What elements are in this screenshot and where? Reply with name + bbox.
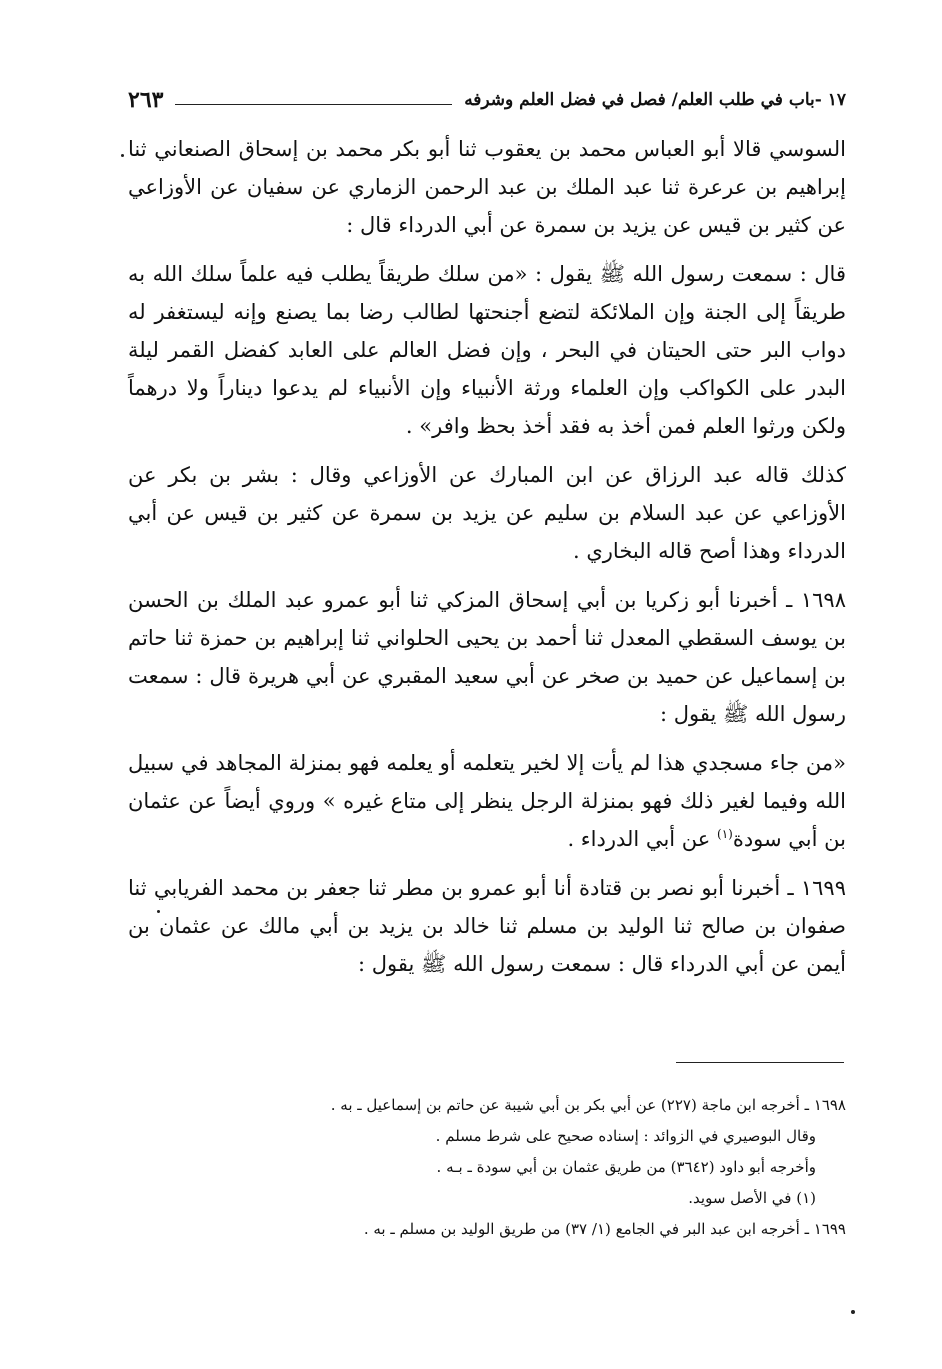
text-line: يدعوا ديناراً ولا درهماً ولكن ورثوا العلم فمن أخذ به فقد أخذ بحظ وافر» .	[128, 376, 846, 438]
header-rule	[175, 104, 452, 105]
text-line: قال : سمعت رسول الله ﷺ يقول : «من سلك طريقاً يطلب فيه علماً	[240, 262, 846, 286]
paragraph-hadith-1698	[128, 581, 846, 733]
main-text	[128, 130, 846, 994]
text-line: وإنه ليستغفر له دواب البر حتى الحيتان في البحر ، وإن فضل العالم على العابد	[128, 300, 846, 362]
text-line: ثنا إبراهيم بن حمزة ثنا حاتم بن إسماعيل عن حميد بن صخر عن أبي سعيد	[128, 626, 846, 688]
text-line: الصنعاني ثنا إبراهيم بن عرعرة ثنا عبد الملك بن عبد الرحمن الزماري عن	[128, 137, 846, 199]
paragraph-commentary	[128, 456, 846, 570]
paragraph-hadith-1	[128, 255, 846, 445]
page-number: ٢٦٣	[128, 87, 164, 113]
footnote-1: (١) في الأصل سويد.	[688, 1189, 816, 1207]
chapter-title: ١٧ -باب في طلب العلم/ فصل في فضل العلم وشرفه	[464, 90, 846, 110]
scan-speck	[121, 154, 124, 157]
text-line: كفضل القمر ليلة البدر على الكواكب وإن العلماء ورثة الأنبياء وإن الأنبياء لم	[128, 338, 846, 400]
paragraph-hadith-1699	[128, 869, 846, 983]
scan-speck	[851, 1310, 855, 1314]
text-line: كذلك قاله عبد الرزاق عن ابن المبارك عن الأوزاعي وقال : بشر بن بكر	[168, 463, 846, 487]
text-line: عن الأوزاعي عن عبد السلام بن سليم عن يزيد بن سمرة عن كثير بن قيس عن	[128, 463, 846, 525]
running-header	[128, 82, 846, 118]
text-line: سفيان عن الأوزاعي عن كثير بن قيس عن يزيد بن سمرة عن أبي الدرداء قال :	[128, 175, 846, 237]
scan-speck	[157, 910, 160, 913]
footnote-rule	[676, 1062, 844, 1063]
paragraph-hadith-text-1698	[128, 744, 846, 858]
footnote-marker: (١)	[717, 827, 733, 841]
text-line: ١٦٩٩ ـ أخبرنا أبو نصر بن قتادة أنا أبو عمرو بن مطر ثنا جعفر بن محمد	[231, 876, 846, 900]
text-line: سلك الله به طريقاً إلى الجنة وإن الملائكة لتضع أجنحتها لطالب رضا بما يصنع	[128, 262, 847, 324]
text-line: عبد الملك بن الحسن بن يوسف السقطي المعدل ثنا أحمد بن يحيى الحلواني	[128, 588, 846, 650]
text-line: عن عثمان بن أيمن عن أبي الدرداء قال : سمعت رسول الله ﷺ يقول :	[128, 914, 846, 976]
footnote-abu-dawud: وأخرجه أبو داود (٣٦٤٢) من طريق عثمان بن أبي سودة ـ بـه .	[436, 1158, 816, 1176]
text-line: الفريابي ثنا صفوان بن صالح ثنا الوليد بن مسلم ثنا خالد بن يزيد بن أبي مالك	[128, 876, 846, 938]
text-line: السوسي قالا أبو العباس محمد بن يعقوب ثنا أبو بكر محمد بن إسحاق	[238, 137, 846, 161]
text-line: المقبري عن أبي هريرة قال : سمعت رسول الله ﷺ يقول :	[128, 664, 846, 726]
text-line: ١٦٩٨ ـ أخبرنا أبو زكريا بن أبي إسحاق المزكي ثنا أبو عمرو	[323, 588, 846, 612]
footnote-1698: ١٦٩٨ ـ أخرجه ابن ماجة (٢٢٧) عن أبي بكر بن أبي شيبة عن حاتم بن إسماعيل ـ به .	[330, 1096, 846, 1114]
footnotes	[180, 1090, 846, 1245]
text-line: أبي الدرداء وهذا أصح قاله البخاري .	[128, 501, 846, 563]
footnote-busiri: وقال البوصيري في الزوائد : إسناده صحيح على شرط مسلم .	[435, 1127, 816, 1145]
text-line: المجاهد في سبيل الله وفيما لغير ذلك فهو بمنزلة الرجل ينظر إلى متاع غيره »	[128, 751, 847, 813]
text-line: وروي أيضاً عن عثمان بن أبي سودة$^{(١)}$ عن أبي الدرداء .	[128, 789, 846, 851]
paragraph-isnad-1	[128, 130, 846, 244]
footnote-1699: ١٦٩٩ ـ أخرجه ابن عبد البر في الجامع (١/ ٣٧) من طريق الوليد بن مسلم ـ به .	[363, 1220, 846, 1238]
text-line: «من جاء مسجدي هذا لم يأت إلا لخير يتعلمه أو يعلمه فهو بمنزلة	[288, 751, 846, 775]
